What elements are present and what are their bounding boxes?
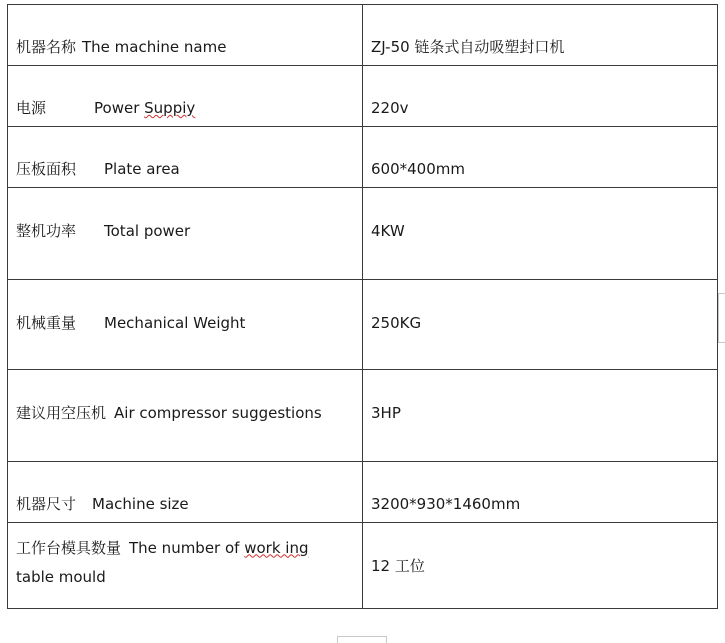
label-zh: 建议用空压机 bbox=[16, 404, 107, 422]
label-zh: 机器尺寸 bbox=[16, 495, 77, 513]
label-en: Power Suppiy bbox=[94, 99, 196, 117]
label-en: Air compressor suggestions bbox=[114, 404, 322, 422]
label-en: Total power bbox=[104, 222, 191, 240]
table-row bbox=[8, 188, 718, 280]
label-zh: 机械重量 bbox=[16, 314, 77, 332]
label-cell bbox=[8, 5, 363, 66]
label-en: Mechanical Weight bbox=[104, 314, 246, 332]
table-row bbox=[8, 66, 718, 127]
label-cell bbox=[8, 370, 363, 462]
value-cell: ZJ-50 链条式自动吸塑封口机 bbox=[363, 5, 718, 66]
value-cell: 3200*930*1460mm bbox=[363, 462, 718, 523]
label-en-line2: table mould bbox=[16, 567, 106, 586]
label-cell bbox=[8, 280, 363, 370]
label-cell bbox=[8, 127, 363, 188]
spec-table bbox=[7, 4, 718, 609]
value-cell: 220v bbox=[363, 66, 718, 127]
label-zh: 工作台模具数量 bbox=[16, 538, 122, 557]
label-cell bbox=[8, 188, 363, 280]
value-cell: 4KW bbox=[363, 188, 718, 280]
table-row bbox=[8, 5, 718, 66]
label-en: Plate area bbox=[104, 160, 180, 178]
margin-marker-right bbox=[718, 293, 725, 343]
table-row bbox=[8, 462, 718, 523]
misspelled-word: work ing bbox=[244, 538, 309, 557]
label-en: The machine name bbox=[82, 38, 227, 56]
table-row bbox=[8, 523, 718, 609]
label-cell bbox=[8, 462, 363, 523]
table-row bbox=[8, 370, 718, 462]
label-en: Machine size bbox=[92, 495, 189, 513]
table-row bbox=[8, 280, 718, 370]
value-cell: 600*400mm bbox=[363, 127, 718, 188]
label-zh: 机器名称 bbox=[16, 38, 77, 56]
value-cell: 250KG bbox=[363, 280, 718, 370]
label-cell bbox=[8, 66, 363, 127]
misspelled-word: Suppiy bbox=[144, 99, 196, 117]
label-zh: 压板面积 bbox=[16, 160, 77, 178]
label-zh: 电源 bbox=[16, 99, 47, 117]
label-zh: 整机功率 bbox=[16, 222, 77, 240]
label-en: The number of work ing bbox=[129, 538, 309, 557]
value-cell: 3HP bbox=[363, 370, 718, 462]
value-cell: 12 工位 bbox=[363, 523, 718, 609]
table-row bbox=[8, 127, 718, 188]
label-cell bbox=[8, 523, 363, 609]
